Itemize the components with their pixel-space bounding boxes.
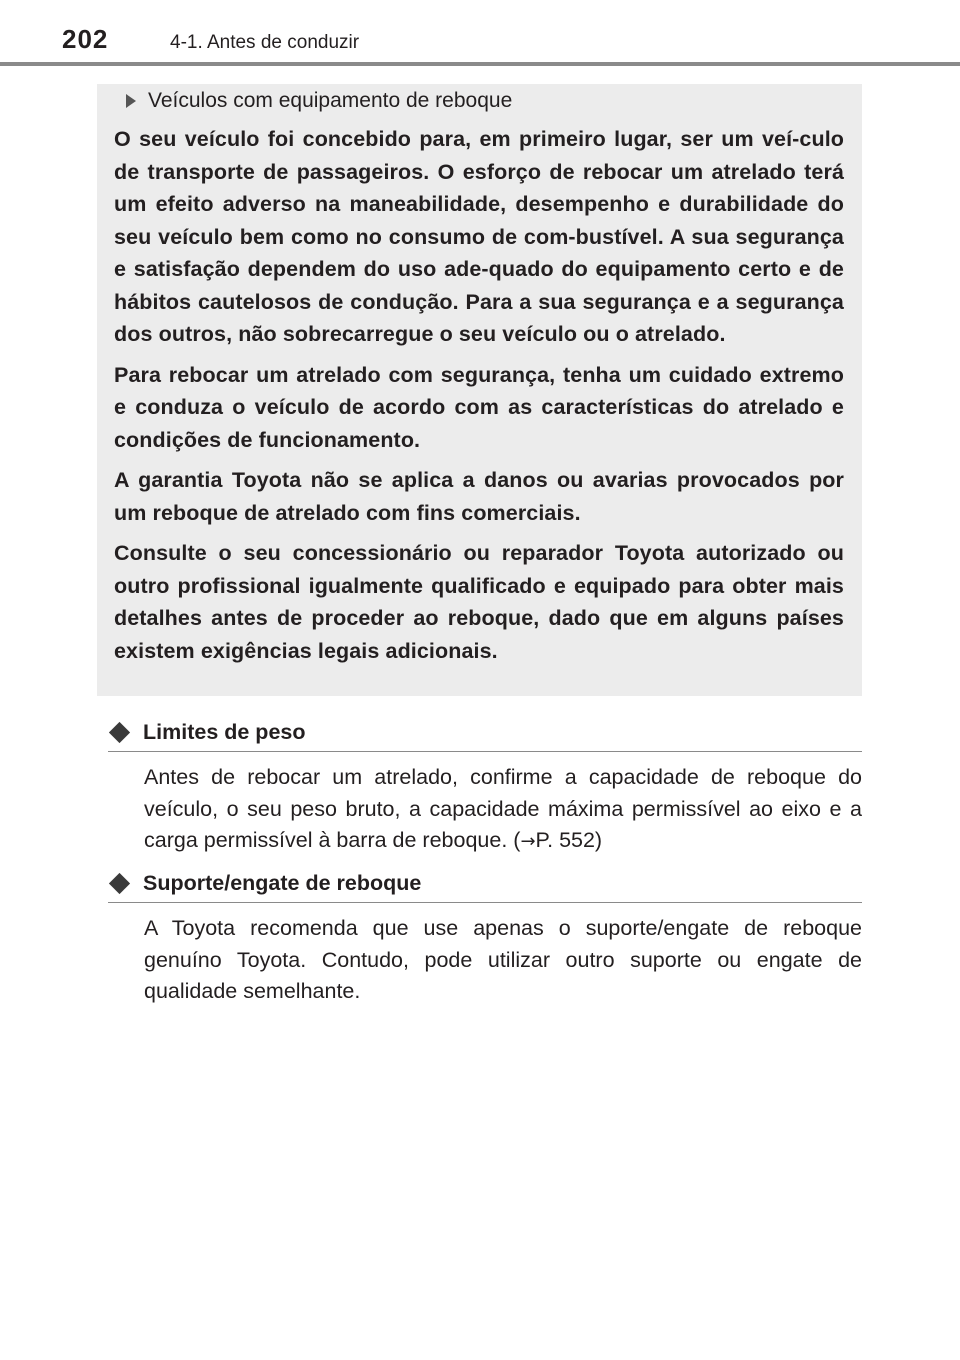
diamond-bullet-icon (109, 872, 130, 893)
section-heading (108, 864, 862, 903)
notice-heading-text: Veículos com equipamento de reboque (148, 89, 513, 112)
section-heading (108, 713, 862, 752)
section-heading-text: Limites de peso (143, 719, 306, 744)
diamond-bullet-icon (109, 721, 130, 742)
triangle-bullet-icon (126, 94, 136, 108)
notice-paragraph: O seu veículo foi concebido para, em primeiro lugar, ser um veí-culo de transporte de passageiros. O esforço de rebocar um atrelado terá um efeito adverso na maneabilidade, desempenho e durabilidade do seu veículo bem como no consumo de com-bustível. A sua segurança e satisfação dependem do uso ade-quado do equipamento certo e de hábitos cautelosos de condução. Para a sua segurança e a segurança dos outros, não sobrecarregue o seu veículo ou o atrelado. (114, 127, 844, 346)
section-body: A Toyota recomenda que use apenas o suporte/engate de reboque genuíno Toyota. Contudo, pode utilizar outro suporte ou engate de qualidade semelhante. (144, 916, 862, 1003)
section-weight-limits (108, 713, 862, 858)
section-title: 4-1. Antes de conduzir (170, 32, 360, 53)
page-number: 202 (62, 24, 109, 54)
section-heading-text: Suporte/engate de reboque (143, 870, 422, 895)
section-body (144, 762, 862, 858)
page-header (0, 0, 960, 66)
notice-paragraph: A garantia Toyota não se aplica a danos ou avarias provocados por um reboque de atrelado com fins comerciais. (114, 468, 844, 525)
header-divider (0, 62, 960, 66)
notice-heading (114, 84, 844, 118)
section-body-text: Antes de rebocar um atrelado, confirme a capacidade de reboque do veículo, o seu peso bruto, a capacidade máxima permissível ao eixo e a carga permissível à barra de reboque. ( (144, 765, 862, 852)
arrow-right-icon: → (520, 831, 536, 852)
section-tow-hitch (108, 864, 862, 1008)
towing-notice-box (97, 84, 862, 696)
page-reference-link[interactable]: P. 552) (535, 828, 603, 852)
notice-paragraph: Consulte o seu concessionário ou reparador Toyota autorizado ou outro profissional igualmente qualificado e equipado para obter mais detalhes antes de proceder ao reboque, dado que em alguns países existem exigências legais adicionais. (114, 541, 844, 663)
notice-paragraph: Para rebocar um atrelado com segurança, tenha um cuidado extremo e conduza o veículo de acordo com as características do atrelado e condições de funcionamento. (114, 362, 844, 452)
